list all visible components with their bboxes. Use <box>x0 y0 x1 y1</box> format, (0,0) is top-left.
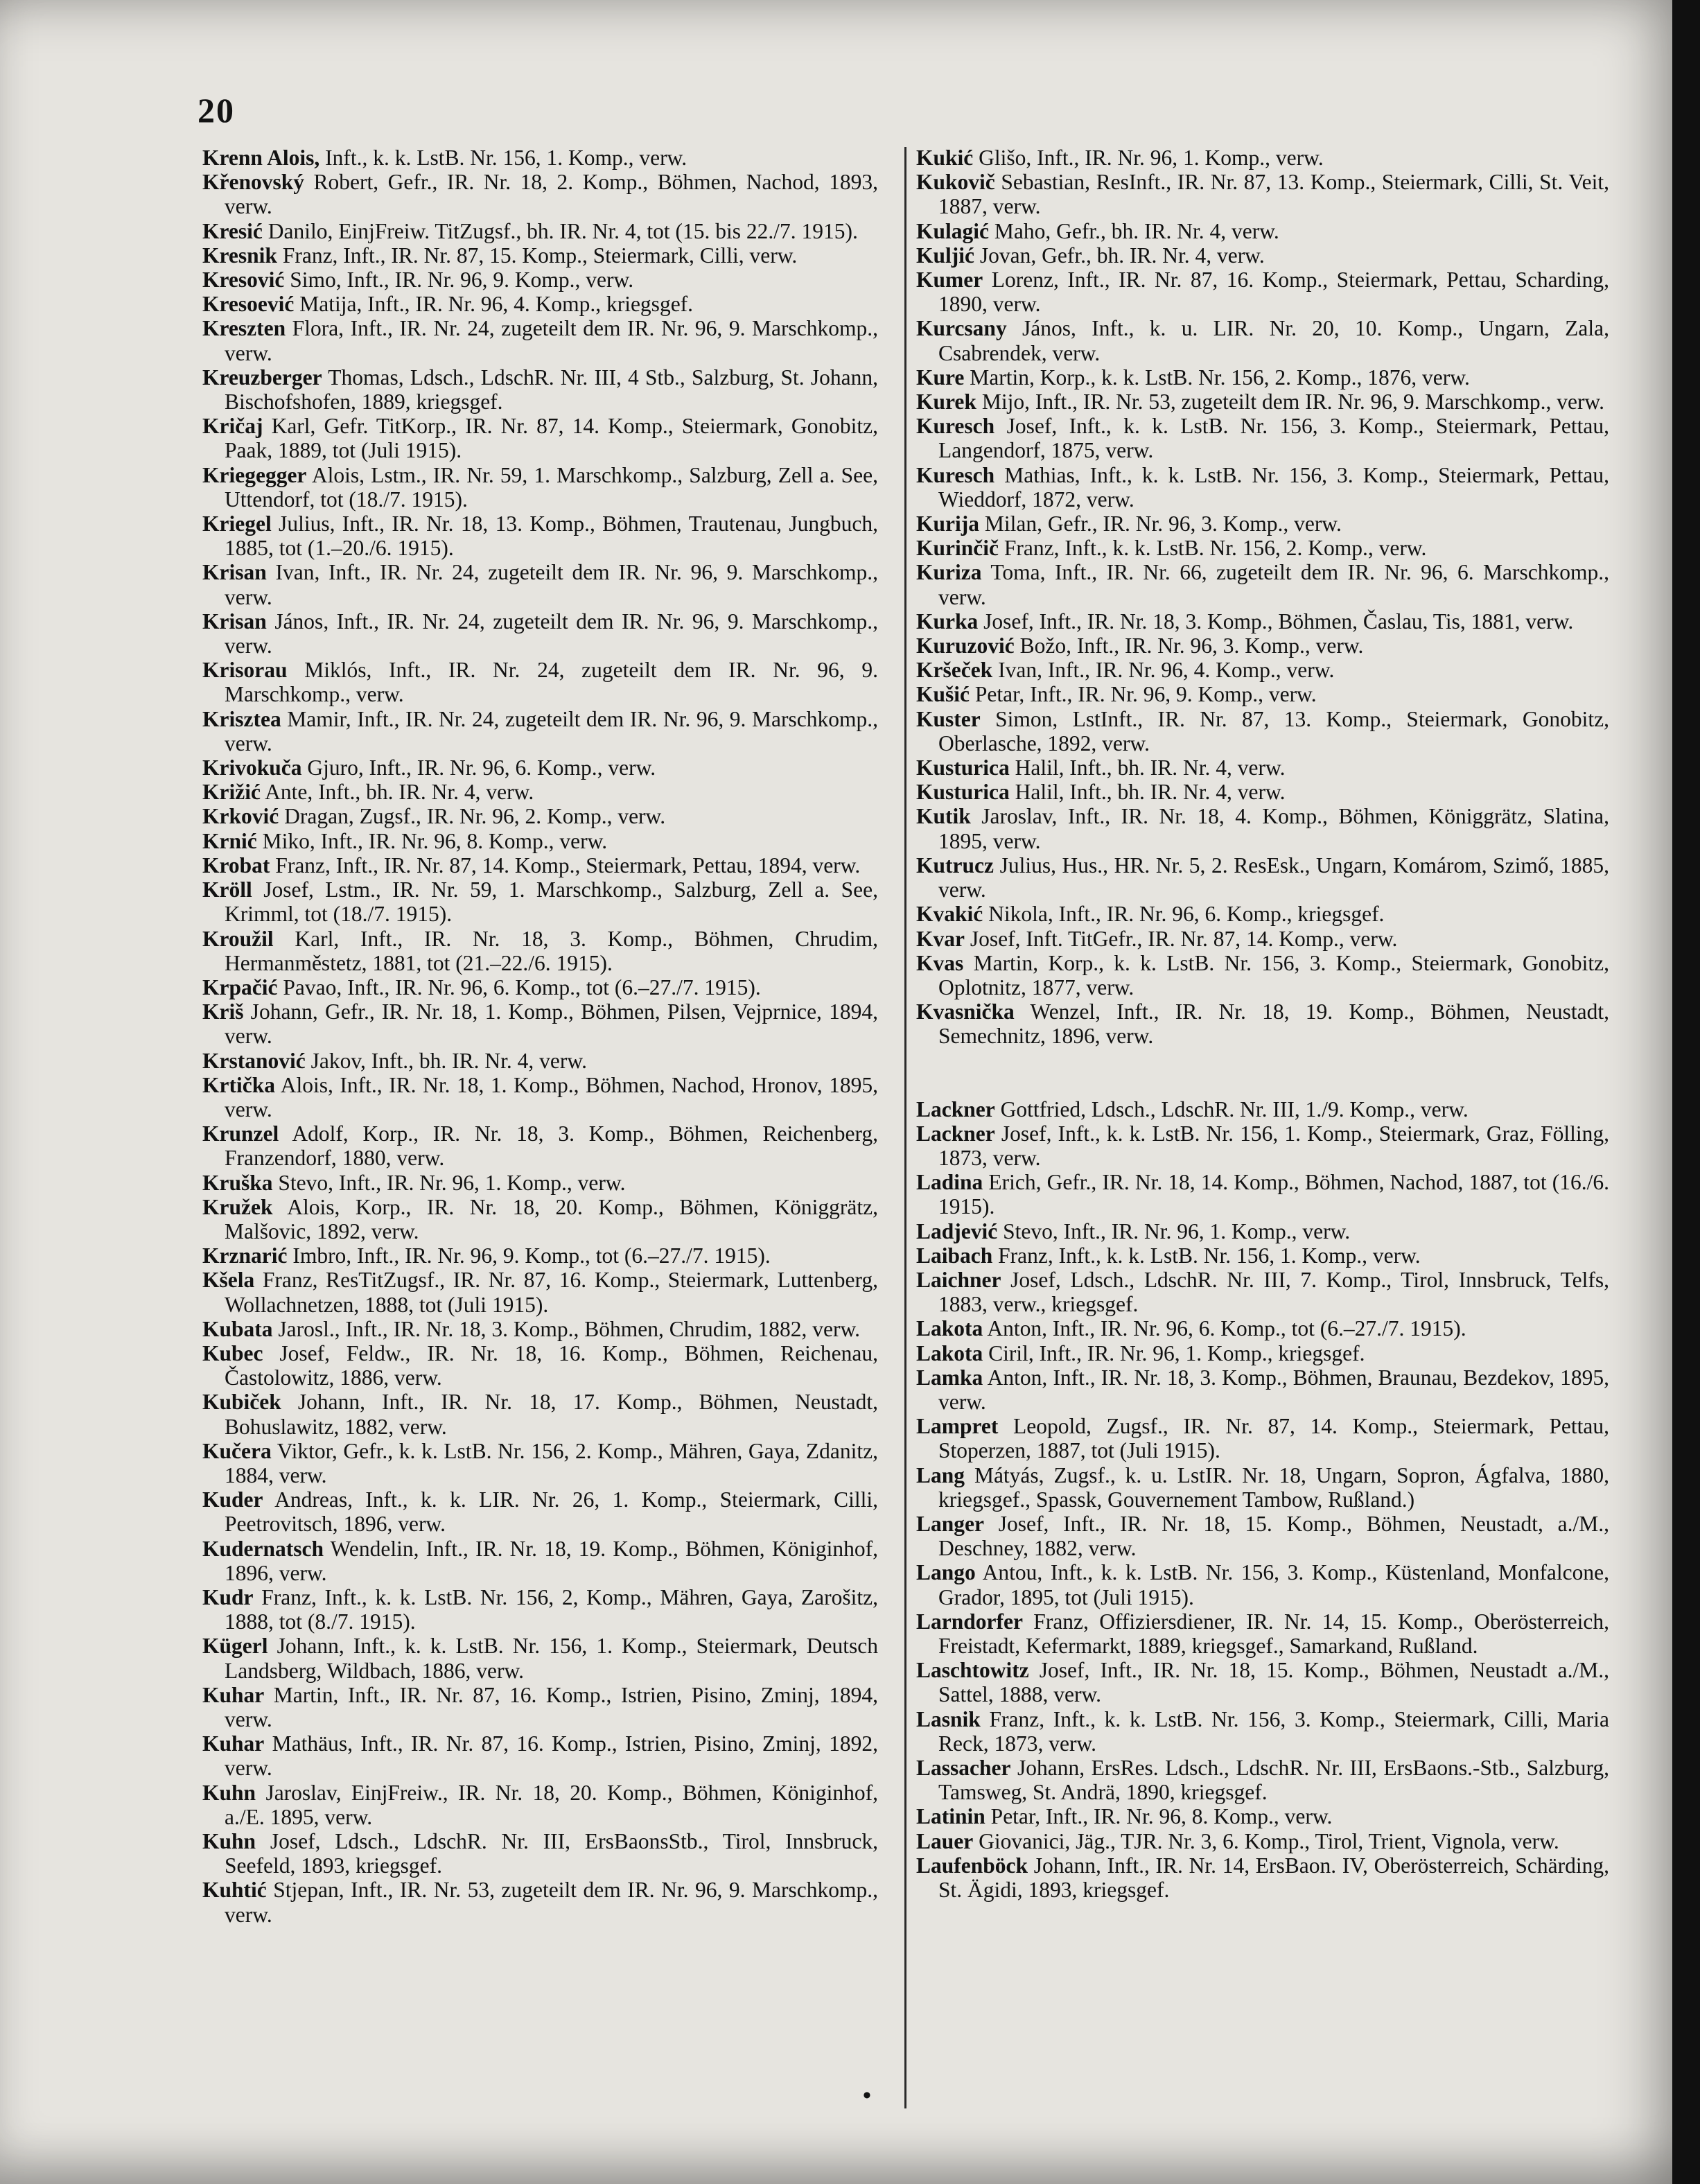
entry-details: Mathäus, Inft., IR. Nr. 87, 16. Komp., Istrien, Pisino, Zminj, 1892, verw. <box>225 1731 878 1781</box>
entry-surname: Kružek <box>202 1194 273 1219</box>
list-entry <box>202 1049 878 1073</box>
list-entry <box>202 170 878 218</box>
entry-details: Stevo, Inft., IR. Nr. 96, 1. Komp., verw. <box>997 1218 1351 1243</box>
list-entry <box>916 634 1609 658</box>
entry-surname: Kubata <box>202 1316 273 1341</box>
entry-details: Wendelin, Inft., IR. Nr. 18, 19. Komp., Böhmen, Königinhof, 1896, verw. <box>225 1536 878 1585</box>
list-entry <box>916 1804 1609 1828</box>
entry-details: Toma, Inft., IR. Nr. 66, zugeteilt dem IR. Nr. 96, 6. Marschkomp., verw. <box>938 560 1609 609</box>
entry-surname: Kriegegger <box>202 462 307 487</box>
entry-details: Danilo, EinjFreiw. TitZugsf., bh. IR. Nr. 4, tot (15. bis 22./7. 1915). <box>262 218 858 243</box>
entry-details: Miko, Inft., IR. Nr. 96, 8. Komp., verw. <box>256 828 608 853</box>
list-entry <box>202 999 878 1048</box>
entry-surname: Ladjević <box>916 1218 998 1243</box>
entry-details: Gottfried, Ldsch., LdschR. Nr. III, 1./9. Komp., verw. <box>994 1097 1469 1121</box>
entry-surname: Kršeček <box>916 658 993 683</box>
list-entry <box>202 609 878 658</box>
entry-details: Wenzel, Inft., IR. Nr. 18, 19. Komp., Böhmen, Neustadt, Semechnitz, 1896, verw. <box>938 999 1609 1049</box>
entry-details: Martin, Korp., k. k. LstB. Nr. 156, 2. Komp., 1876, verw. <box>964 365 1470 390</box>
entry-details: Franz, ResTitZugsf., IR. Nr. 87, 16. Komp., Steiermark, Luttenberg, Wollachnetzen, 1888, tot (Juli 1915). <box>225 1268 878 1317</box>
list-entry <box>916 1316 1609 1340</box>
list-entry <box>916 707 1609 755</box>
list-entry <box>202 414 878 462</box>
entry-details: Josef, Inft., IR. Nr. 18, 15. Komp., Böhmen, Neustadt a./M., Sattel, 1888, verw. <box>938 1658 1609 1707</box>
entry-surname: Kresoević <box>202 292 295 317</box>
entry-details: Thomas, Ldsch., LdschR. Nr. III, 4 Stb., Salzburg, St. Johann, Bischofshofen, 1889, kriegsgef. <box>225 365 878 414</box>
list-entry <box>916 1463 1609 1512</box>
list-entry <box>202 316 878 365</box>
list-entry <box>202 877 878 926</box>
list-entry <box>202 1268 878 1316</box>
entry-surname: Kurek <box>916 390 976 414</box>
entry-details: Martin, Korp., k. k. LstB. Nr. 156, 3. Komp., Steiermark, Gonobitz, Oplotnitz, 1877, verw. <box>938 950 1609 999</box>
list-entry <box>916 243 1609 268</box>
entry-surname: Laufenböck <box>916 1853 1028 1878</box>
list-entry <box>202 755 878 780</box>
entry-details: Ante, Inft., bh. IR. Nr. 4, verw. <box>260 780 534 805</box>
list-entry <box>916 853 1609 902</box>
entry-details: Glišo, Inft., IR. Nr. 96, 1. Komp., verw. <box>973 146 1324 170</box>
entry-surname: Křenovský <box>202 170 305 195</box>
entry-details: Ciril, Inft., IR. Nr. 96, 1. Komp., kriegsgef. <box>983 1340 1365 1365</box>
list-entry <box>202 1439 878 1487</box>
list-entry <box>916 999 1609 1048</box>
list-entry <box>916 512 1609 536</box>
entry-surname: Larndorfer <box>916 1609 1023 1634</box>
entry-surname: Krnić <box>202 828 257 853</box>
list-entry <box>202 1341 878 1390</box>
entry-details: János, Inft., k. u. LIR. Nr. 20, 10. Komp., Ungarn, Zala, Csabrendek, verw. <box>938 316 1609 365</box>
list-entry <box>202 1829 878 1878</box>
entry-details: Josef, Inft., k. k. LstB. Nr. 156, 1. Komp., Steiermark, Graz, Fölling, 1873, verw. <box>938 1121 1609 1170</box>
entry-details: Franz, Offiziersdiener, IR. Nr. 14, 15. Komp., Oberösterreich, Freistadt, Kefermarkt, 1889, kriegsgef., Samarkand, Rußland. <box>938 1609 1609 1658</box>
entry-details: Julius, Hus., HR. Nr. 5, 2. ResEsk., Ungarn, Komárom, Szimő, 1885, verw. <box>938 853 1609 902</box>
list-entry <box>202 365 878 414</box>
entry-surname: Krunzel <box>202 1121 279 1146</box>
entry-surname: Kuhar <box>202 1682 265 1707</box>
list-entry <box>916 780 1609 804</box>
list-entry <box>916 1414 1609 1462</box>
entry-surname: Lasnik <box>916 1706 981 1731</box>
list-entry <box>202 1878 878 1926</box>
entry-surname: Laichner <box>916 1267 1001 1292</box>
entry-surname: Kurinčič <box>916 536 999 561</box>
page-number: 20 <box>198 91 235 130</box>
entry-details: Božo, Inft., IR. Nr. 96, 3. Komp., verw. <box>1014 634 1364 658</box>
entry-surname: Latinin <box>916 1804 985 1829</box>
entry-surname: Lackner <box>916 1097 995 1121</box>
list-entry <box>202 560 878 609</box>
right-column-l-entries <box>916 1097 1609 1903</box>
right-column-k-entries <box>916 146 1609 1049</box>
entry-details: Josef, Inft., IR. Nr. 18, 15. Komp., Böhmen, Neustadt, a./M., Deschney, 1882, verw. <box>938 1511 1609 1561</box>
entry-surname: Lamka <box>916 1365 983 1390</box>
list-entry <box>916 1097 1609 1121</box>
list-entry <box>916 219 1609 243</box>
entry-details: Jarosl., Inft., IR. Nr. 18, 3. Komp., Böhmen, Chrudim, 1882, verw. <box>272 1316 861 1341</box>
entry-details: Imbro, Inft., IR. Nr. 96, 9. Komp., tot (6.–27./7. 1915). <box>287 1243 771 1268</box>
entry-details: Ivan, Inft., IR. Nr. 24, zugeteilt dem IR. Nr. 96, 9. Marschkomp., verw. <box>225 560 878 609</box>
entry-surname: Ladina <box>916 1170 983 1195</box>
scan-edge <box>1672 0 1700 2184</box>
entry-surname: Krenn Alois, <box>202 146 320 170</box>
list-entry <box>202 707 878 755</box>
list-entry <box>202 927 878 975</box>
entry-details: Mijo, Inft., IR. Nr. 53, zugeteilt dem IR. Nr. 96, 9. Marschkomp., verw. <box>976 390 1605 414</box>
entry-surname: Kuhn <box>202 1829 256 1854</box>
entry-surname: Križić <box>202 780 261 805</box>
list-entry <box>202 1121 878 1170</box>
list-entry <box>916 536 1609 560</box>
entry-details: Stjepan, Inft., IR. Nr. 53, zugeteilt dem IR. Nr. 96, 9. Marschkomp., verw. <box>225 1878 878 1927</box>
entry-surname: Lakota <box>916 1316 983 1341</box>
right-column <box>916 146 1609 1902</box>
section-gap <box>916 1049 1609 1097</box>
list-entry <box>202 146 878 170</box>
list-entry <box>202 268 878 292</box>
entry-surname: Lampret <box>916 1414 999 1439</box>
list-entry <box>202 780 878 804</box>
entry-surname: Krković <box>202 804 279 829</box>
entry-surname: Lassacher <box>916 1756 1011 1780</box>
entry-details: Antou, Inft., k. k. LstB. Nr. 156, 3. Komp., Küstenland, Monfalcone, Grador, 1895, tot (Juli 1915). <box>938 1560 1609 1609</box>
entry-surname: Kuhar <box>202 1731 265 1756</box>
left-column <box>202 146 878 1927</box>
entry-surname: Kukić <box>916 146 974 170</box>
entry-details: Stevo, Inft., IR. Nr. 96, 1. Komp., verw. <box>272 1170 626 1195</box>
entry-details: Sebastian, ResInft., IR. Nr. 87, 13. Komp., Steiermark, Cilli, St. Veit, 1887, verw. <box>938 170 1609 219</box>
entry-details: Johann, ErsRes. Ldsch., LdschR. Nr. III, ErsBaons.-Stb., Salzburg, Tamsweg, St. Andrä, 1890, kriegsgef. <box>938 1756 1609 1805</box>
entry-surname: Kroužil <box>202 926 274 951</box>
entry-details: Franz, Inft., k. k. LstB. Nr. 156, 1. Komp., verw. <box>992 1243 1421 1268</box>
entry-surname: Kušić <box>916 682 970 707</box>
entry-surname: Lang <box>916 1462 965 1487</box>
entry-surname: Kreuzberger <box>202 365 322 390</box>
entry-details: Jovan, Gefr., bh. IR. Nr. 4, verw. <box>974 243 1265 268</box>
footer-mark: • <box>863 2083 871 2108</box>
entry-surname: Kresnik <box>202 243 277 268</box>
entry-details: Milan, Gefr., IR. Nr. 96, 3. Komp., verw. <box>979 512 1342 536</box>
entry-details: Josef, Feldw., IR. Nr. 18, 16. Komp., Böhmen, Reichenau, Častolowitz, 1886, verw. <box>225 1340 878 1390</box>
entry-surname: Kriegel <box>202 512 272 536</box>
entry-surname: Krznarić <box>202 1243 288 1268</box>
list-entry <box>916 1365 1609 1414</box>
entry-surname: Kučera <box>202 1438 272 1463</box>
list-entry <box>202 1487 878 1536</box>
entry-details: Dragan, Zugsf., IR. Nr. 96, 2. Komp., verw. <box>279 804 666 829</box>
entry-details: Karl, Inft., IR. Nr. 18, 3. Komp., Böhmen, Chrudim, Hermanměstetz, 1881, tot (21.–22./6. 1915). <box>225 926 878 975</box>
entry-details: Matija, Inft., IR. Nr. 96, 4. Komp., kriegsgef. <box>294 292 694 317</box>
list-entry <box>916 902 1609 926</box>
entry-surname: Kukovič <box>916 170 995 195</box>
list-entry <box>202 1731 878 1780</box>
list-entry <box>202 1585 878 1634</box>
list-entry <box>916 1707 1609 1756</box>
entry-details: Julius, Inft., IR. Nr. 18, 13. Komp., Böhmen, Trautenau, Jungbuch, 1885, tot (1.–20./6. 1915). <box>225 512 878 561</box>
list-entry <box>916 804 1609 853</box>
entry-details: Josef, Ldsch., LdschR. Nr. III, ErsBaonsStb., Tirol, Innsbruck, Seefeld, 1893, kriegsgef. <box>225 1829 878 1878</box>
entry-surname: Laschtowitz <box>916 1658 1029 1683</box>
entry-details: Pavao, Inft., IR. Nr. 96, 6. Komp., tot (6.–27./7. 1915). <box>277 975 761 999</box>
list-entry <box>916 609 1609 634</box>
list-entry <box>202 1195 878 1243</box>
entry-details: Petar, Inft., IR. Nr. 96, 9. Komp., verw. <box>970 682 1317 707</box>
entry-surname: Krisztea <box>202 706 281 731</box>
list-entry <box>202 1171 878 1195</box>
list-entry <box>916 1609 1609 1658</box>
list-entry <box>916 1512 1609 1560</box>
entry-surname: Kreszten <box>202 316 286 341</box>
entry-surname: Kusturica <box>916 780 1010 805</box>
entry-details: Robert, Gefr., IR. Nr. 18, 2. Komp., Böhmen, Nachod, 1893, verw. <box>225 170 878 219</box>
entry-surname: Kubiček <box>202 1390 281 1415</box>
list-entry <box>916 1268 1609 1316</box>
entry-surname: Kulagić <box>916 218 990 243</box>
entry-details: Johann, Inft., IR. Nr. 14, ErsBaon. IV, Oberösterreich, Schärding, St. Ägidi, 1893, kriegsgef. <box>938 1853 1609 1903</box>
entry-surname: Kričaj <box>202 414 263 439</box>
entry-details: Lorenz, Inft., IR. Nr. 87, 16. Komp., Steiermark, Pettau, Scharding, 1890, verw. <box>938 268 1609 317</box>
entry-details: Johann, Inft., k. k. LstB. Nr. 156, 1. Komp., Steiermark, Deutsch Landsberg, Wildbach, 1886, verw. <box>225 1634 878 1683</box>
list-entry <box>916 1121 1609 1170</box>
entry-surname: Kvas <box>916 950 964 975</box>
entry-details: Mathias, Inft., k. k. LstB. Nr. 156, 3. Komp., Steiermark, Pettau, Wieddorf, 1872, verw. <box>938 462 1609 512</box>
entry-details: Alois, Korp., IR. Nr. 18, 20. Komp., Böhmen, Königgrätz, Malšovic, 1892, verw. <box>225 1194 878 1243</box>
list-entry <box>916 146 1609 170</box>
list-entry <box>202 1243 878 1268</box>
entry-details: Mamir, Inft., IR. Nr. 24, zugeteilt dem IR. Nr. 96, 9. Marschkomp., verw. <box>225 706 878 755</box>
list-entry <box>202 853 878 877</box>
entry-surname: Kumer <box>916 268 983 292</box>
entry-surname: Kšela <box>202 1268 255 1293</box>
entry-surname: Kvar <box>916 926 965 951</box>
entry-details: Franz, Inft., k. k. LstB. Nr. 156, 2. Komp., verw. <box>999 536 1427 561</box>
list-entry <box>916 1243 1609 1268</box>
entry-surname: Krtička <box>202 1072 275 1097</box>
list-entry <box>202 512 878 560</box>
entry-surname: Krobat <box>202 853 270 877</box>
entry-surname: Kubec <box>202 1340 263 1365</box>
entry-details: Nikola, Inft., IR. Nr. 96, 6. Komp., kriegsgef. <box>983 902 1385 927</box>
entry-details: Maho, Gefr., bh. IR. Nr. 4, verw. <box>989 218 1279 243</box>
list-entry <box>916 463 1609 512</box>
list-entry <box>916 951 1609 999</box>
list-entry <box>202 219 878 243</box>
entry-surname: Krivokuča <box>202 755 302 780</box>
list-entry <box>202 829 878 853</box>
entry-details: Inft., k. k. LstB. Nr. 156, 1. Komp., verw. <box>319 146 687 170</box>
entry-details: Karl, Gefr. TitKorp., IR. Nr. 87, 14. Komp., Steiermark, Gonobitz, Paak, 1889, tot (Juli 1915). <box>225 414 878 463</box>
list-entry <box>202 292 878 316</box>
entry-details: Franz, Inft., k. k. LstB. Nr. 156, 2, Komp., Mähren, Gaya, Zarošitz, 1888, tot (8./7. 1915). <box>225 1584 878 1634</box>
list-entry <box>916 316 1609 365</box>
list-entry <box>202 1683 878 1731</box>
list-entry <box>916 658 1609 682</box>
list-entry <box>916 1560 1609 1609</box>
entry-surname: Lakota <box>916 1340 983 1365</box>
entry-details: Josef, Ldsch., LdschR. Nr. III, 7. Komp., Tirol, Innsbruck, Telfs, 1883, verw., kriegsgef. <box>938 1267 1609 1317</box>
entry-details: Josef, Inft., IR. Nr. 18, 3. Komp., Böhmen, Časlau, Tis, 1881, verw. <box>978 609 1574 634</box>
entry-surname: Kudr <box>202 1584 254 1609</box>
list-entry <box>916 268 1609 316</box>
entry-details: Mátyás, Zugsf., k. u. LstIR. Nr. 18, Ungarn, Sopron, Ágfalva, 1880, kriegsgef., Spassk, Gouvernement Tambow, Rußland.) <box>938 1462 1609 1512</box>
entry-surname: Krisan <box>202 560 267 585</box>
entry-details: Alois, Lstm., IR. Nr. 59, 1. Marschkomp., Salzburg, Zell a. See, Uttendorf, tot (18./7. 1915). <box>225 462 878 512</box>
entry-surname: Kusturica <box>916 755 1010 780</box>
list-entry <box>202 1781 878 1829</box>
entry-surname: Kruška <box>202 1170 273 1195</box>
list-entry <box>916 365 1609 390</box>
list-entry <box>202 1537 878 1585</box>
entry-details: Miklós, Inft., IR. Nr. 24, zugeteilt dem IR. Nr. 96, 9. Marschkomp., verw. <box>225 658 878 707</box>
entry-surname: Kuhn <box>202 1780 256 1805</box>
entry-surname: Kudernatsch <box>202 1536 324 1561</box>
entry-surname: Kurija <box>916 512 979 536</box>
entry-surname: Kutik <box>916 804 971 829</box>
entry-surname: Krstanović <box>202 1048 306 1073</box>
entry-details: Johann, Inft., IR. Nr. 18, 17. Komp., Böhmen, Neustadt, Bohuslawitz, 1882, verw. <box>225 1390 878 1439</box>
entry-surname: Laibach <box>916 1243 993 1268</box>
entry-surname: Kröll <box>202 877 252 902</box>
entry-surname: Krisorau <box>202 658 288 683</box>
entry-details: Jakov, Inft., bh. IR. Nr. 4, verw. <box>305 1048 587 1073</box>
entry-details: Simon, LstInft., IR. Nr. 87, 13. Komp., Steiermark, Gonobitz, Oberlasche, 1892, verw. <box>938 706 1609 755</box>
entry-details: Franz, Inft., IR. Nr. 87, 15. Komp., Steiermark, Cilli, verw. <box>277 243 798 268</box>
entry-details: Jaroslav, Inft., IR. Nr. 18, 4. Komp., Böhmen, Königgrätz, Slatina, 1895, verw. <box>938 804 1609 853</box>
list-entry <box>916 1170 1609 1218</box>
entry-surname: Lauer <box>916 1828 974 1853</box>
list-entry <box>916 682 1609 706</box>
list-entry <box>202 243 878 268</box>
entry-surname: Kurcsany <box>916 316 1007 341</box>
list-entry <box>916 1756 1609 1804</box>
entry-surname: Kuder <box>202 1487 263 1512</box>
list-entry <box>202 1317 878 1341</box>
entry-surname: Kuhtić <box>202 1878 267 1903</box>
entry-details: Simo, Inft., IR. Nr. 96, 9. Komp., verw. <box>284 268 634 292</box>
entry-details: Josef, Inft. TitGefr., IR. Nr. 87, 14. Komp., verw. <box>964 926 1398 951</box>
list-entry <box>916 414 1609 462</box>
list-entry <box>916 560 1609 609</box>
entry-surname: Kutrucz <box>916 853 994 877</box>
list-entry <box>916 1829 1609 1853</box>
list-entry <box>202 1073 878 1121</box>
entry-surname: Kresović <box>202 268 285 292</box>
entry-details: Giovanici, Jäg., TJR. Nr. 3, 6. Komp., Tirol, Trient, Vignola, verw. <box>973 1828 1559 1853</box>
list-entry <box>916 755 1609 780</box>
entry-details: Gjuro, Inft., IR. Nr. 96, 6. Komp., verw. <box>301 755 656 780</box>
entry-details: Johann, Gefr., IR. Nr. 18, 1. Komp., Böhmen, Pilsen, Vejprnice, 1894, verw. <box>225 999 878 1049</box>
entry-details: Adolf, Korp., IR. Nr. 18, 3. Komp., Böhmen, Reichenberg, Franzendorf, 1880, verw. <box>225 1121 878 1171</box>
entry-surname: Lango <box>916 1560 976 1585</box>
entry-surname: Langer <box>916 1511 984 1536</box>
entry-details: Viktor, Gefr., k. k. LstB. Nr. 156, 2. Komp., Mähren, Gaya, Zdanitz, 1884, verw. <box>225 1438 878 1487</box>
entry-surname: Krpačić <box>202 975 278 999</box>
list-entry <box>202 1390 878 1438</box>
entry-surname: Kuresch <box>916 414 995 439</box>
entry-details: Ivan, Inft., IR. Nr. 96, 4. Komp., verw. <box>992 658 1335 683</box>
entry-surname: Lackner <box>916 1121 995 1146</box>
list-entry <box>202 1634 878 1682</box>
entry-surname: Krisan <box>202 609 267 634</box>
entry-details: Flora, Inft., IR. Nr. 24, zugeteilt dem IR. Nr. 96, 9. Marschkomp., verw. <box>225 316 878 365</box>
list-entry <box>916 1658 1609 1706</box>
entry-surname: Kuresch <box>916 462 995 487</box>
entry-surname: Kriš <box>202 999 244 1024</box>
entry-details: Halil, Inft., bh. IR. Nr. 4, verw. <box>1009 755 1286 780</box>
entry-details: Halil, Inft., bh. IR. Nr. 4, verw. <box>1009 780 1286 805</box>
list-entry <box>916 1341 1609 1365</box>
entry-surname: Kvasnička <box>916 999 1015 1024</box>
list-entry <box>202 975 878 999</box>
entry-surname: Kügerl <box>202 1634 268 1659</box>
entry-surname: Kurka <box>916 609 979 634</box>
entry-details: Anton, Inft., IR. Nr. 18, 3. Komp., Böhmen, Braunau, Bezdekov, 1895, verw. <box>938 1365 1609 1414</box>
entry-details: Erich, Gefr., IR. Nr. 18, 14. Komp., Böhmen, Nachod, 1887, tot (16./6. 1915). <box>938 1170 1609 1219</box>
entry-surname: Kuriza <box>916 560 982 585</box>
list-entry <box>202 804 878 828</box>
entry-surname: Kure <box>916 365 965 390</box>
entry-details: Franz, Inft., k. k. LstB. Nr. 156, 3. Komp., Steiermark, Cilli, Maria Reck, 1873, verw. <box>938 1706 1609 1756</box>
list-entry <box>916 927 1609 951</box>
list-entry <box>202 463 878 512</box>
entry-details: Martin, Inft., IR. Nr. 87, 16. Komp., Istrien, Pisino, Zminj, 1894, verw. <box>225 1682 878 1731</box>
list-entry <box>916 1219 1609 1243</box>
entry-surname: Kvakić <box>916 902 983 927</box>
entry-surname: Kresić <box>202 218 263 243</box>
entry-details: Leopold, Zugsf., IR. Nr. 87, 14. Komp., Steiermark, Pettau, Stoperzen, 1887, tot (Juli 1915). <box>938 1414 1609 1463</box>
list-entry <box>916 170 1609 218</box>
column-divider <box>904 147 906 2108</box>
entry-details: Alois, Inft., IR. Nr. 18, 1. Komp., Böhmen, Nachod, Hronov, 1895, verw. <box>225 1072 878 1121</box>
entry-surname: Kuljić <box>916 243 974 268</box>
entry-details: Jaroslav, EinjFreiw., IR. Nr. 18, 20. Komp., Böhmen, Königinhof, a./E. 1895, verw. <box>225 1780 878 1829</box>
list-entry <box>916 390 1609 414</box>
entry-details: János, Inft., IR. Nr. 24, zugeteilt dem IR. Nr. 96, 9. Marschkomp., verw. <box>225 609 878 658</box>
entry-details: Andreas, Inft., k. k. LIR. Nr. 26, 1. Komp., Steiermark, Cilli, Peetrovitsch, 1896, verw. <box>225 1487 878 1537</box>
entry-details: Anton, Inft., IR. Nr. 96, 6. Komp., tot (6.–27./7. 1915). <box>983 1316 1466 1341</box>
list-entry <box>202 658 878 706</box>
entry-details: Josef, Inft., k. k. LstB. Nr. 156, 3. Komp., Steiermark, Pettau, Langendorf, 1875, verw. <box>938 414 1609 463</box>
entry-details: Petar, Inft., IR. Nr. 96, 8. Komp., verw. <box>985 1804 1333 1829</box>
entry-details: Franz, Inft., IR. Nr. 87, 14. Komp., Steiermark, Pettau, 1894, verw. <box>270 853 861 877</box>
list-entry <box>916 1853 1609 1902</box>
entry-surname: Kuster <box>916 706 981 731</box>
entry-surname: Kuruzović <box>916 634 1015 658</box>
entry-details: Josef, Lstm., IR. Nr. 59, 1. Marschkomp., Salzburg, Zell a. See, Krimml, tot (18./7. 1915). <box>225 877 878 927</box>
